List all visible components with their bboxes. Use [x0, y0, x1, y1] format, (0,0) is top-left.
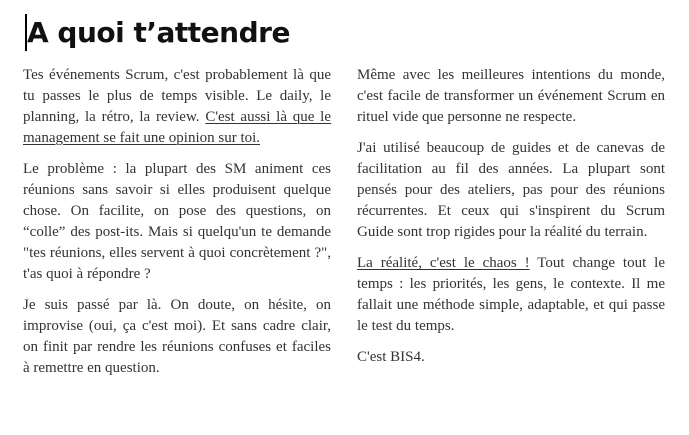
right-column [357, 65, 665, 389]
paragraph[interactable] [23, 65, 331, 149]
paragraph-text: J'ai utilisé beaucoup de guides et de canevas de facilitation au fil des années. La plupart sont pensés pour des ateliers, pas pour des réunions récurrentes. Et ceux qui s'inspirent du Scrum Guide sont trop rigides pour la réalité du terrain. [357, 140, 665, 240]
underlined-text: C'est aussi là que le management se fait une opinion sur toi. [23, 109, 331, 146]
paragraph-text: Tout change tout le temps : les priorités, les gens, le contexte. Il me fallait une méthode simple, adaptable, et qui passe le test du temps. [357, 255, 665, 334]
paragraph-text: Tes événements Scrum, c'est probablement là que tu passes le plus de temps visible. Le daily, le planning, la rétro, la review. [23, 67, 331, 125]
paragraph[interactable] [357, 253, 665, 337]
text-cursor-caret [25, 14, 27, 51]
paragraph-text: C'est BIS4. [357, 349, 425, 365]
paragraph[interactable] [23, 159, 331, 285]
paragraph-text: Même avec les meilleures intentions du monde, c'est facile de transformer un événement Scrum en rituel vide que personne ne respecte. [357, 67, 665, 125]
paragraph[interactable] [357, 65, 665, 128]
paragraph[interactable] [23, 295, 331, 379]
underlined-text: La réalité, c'est le chaos ! [357, 255, 530, 271]
title-row [23, 13, 665, 53]
paragraph[interactable] [357, 347, 665, 368]
left-column [23, 65, 331, 389]
paragraph-text: Le problème : la plupart des SM animent ces réunions sans savoir si elles produisent quelque chose. On facilite, on pose des questions, on “colle” des post-its. Mais si quelqu'un te demande "tes réunions, elles servent à quoi concrètement ?", t'as quoi à répondre ? [23, 161, 331, 282]
paragraph-text: Je suis passé par là. On doute, on hésite, on improvise (oui, ça c'est moi). Et sans cadre clair, on finit par rendre les réunions confuses et faciles à remettre en question. [23, 297, 331, 376]
paragraph[interactable] [357, 138, 665, 243]
page-title[interactable]: A quoi t’attendre [27, 16, 290, 49]
two-column-layout [23, 65, 665, 389]
